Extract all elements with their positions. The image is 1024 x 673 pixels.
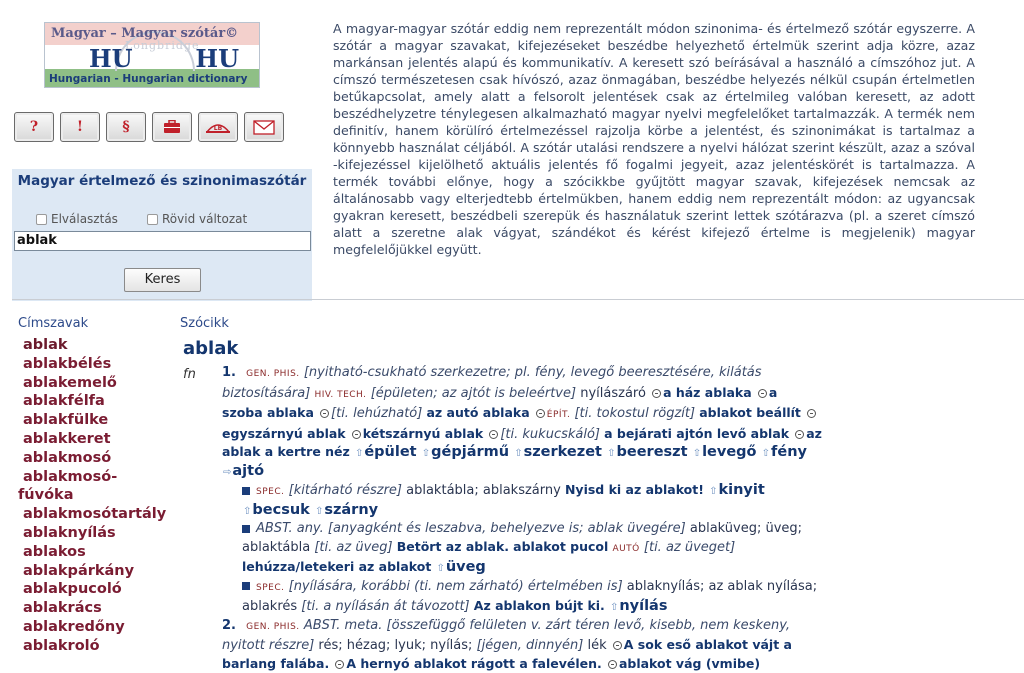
help-button[interactable]	[14, 112, 54, 142]
example: az autó ablaka	[426, 405, 529, 420]
cross-reference-link[interactable]: kinyit	[718, 482, 764, 498]
synonym: lék	[587, 638, 606, 653]
definition: [kitárható részre]	[289, 483, 402, 498]
logo-hu-right: HU	[195, 44, 239, 73]
headword-item[interactable]: ablakbélés	[18, 355, 186, 374]
dictionary-description: A magyar-magyar szótár eddig nem reprezentált módon szinonima- és értelmező szótár egyszerre. A szótár a magyar szavakat, kifejezéseket beszédbe helyezhető értelmük szerint adja közre, azaz markánsan jelentés alapú és kommunikatív. A keresett szó beírásával a használó a címszóhoz jut. A címszó természetesen csak hívószó, azaz önmagában, beszédbe helyezés nélkül csupán értelmetlen betűkapcsolat, amely alatt a felsorolt jelentések csak az értelmileg valóban keresett, az adott beszédhelyzetre ténylegesen alkalmazható magyar nyelvi megfelelőket tartalmazzák. A termék nem definitív, hanem körülíró értelmezéssel rajzolja körbe a jelentést, és szinonimákat is tartalmaz a könnyebb használat céljából. A szótár utalási rendszere a nyelvi hálózat szerint készült, azaz a szóval -kifejezéssel kijelölhető aktuális jelentés fő fogalmi jegyeit, azaz jelentéskörét is tartalmazza. A termék további előnye, hogy a szócikkbe gyűjtött magyar szavak, kifejezések nemcsak az általánosabb vagy elterjedtebb értelmükben, hanem eddig nem reprezentált módon: az ugyancsak gyakran keresett, beszédbeli szerepük és használatuk szerint lettek szótárazva (pl. a szeret címszó alatt a szeretne alak vágyat, szándékot és kérést kifejező értelme is megjelenik) magyar megfelelőjükkel együtt.	[333, 20, 975, 258]
sense-number: 2.	[222, 618, 236, 633]
short-version-label: Rövid változat	[162, 212, 247, 226]
cross-reference-link[interactable]: nyílás	[619, 598, 667, 614]
example-icon	[807, 409, 816, 418]
headwords-heading: Címszavak	[18, 316, 88, 331]
option-short-version[interactable]	[147, 212, 247, 226]
headword-item[interactable]: ablakkeret	[18, 430, 186, 449]
example: lehúzza/letekeri az ablakot	[242, 559, 431, 574]
logo-subtitle: Hungarian - Hungarian dictionary	[49, 73, 247, 85]
arrow-up-icon: ⇧	[355, 448, 363, 459]
cross-reference-link[interactable]: levegő	[702, 444, 756, 460]
briefcase-icon	[163, 120, 181, 134]
register-tag: SPEC.	[256, 487, 284, 497]
search-input[interactable]: ablak	[14, 231, 311, 251]
entry-heading: Szócikk	[180, 316, 229, 331]
publisher-button[interactable]	[198, 112, 238, 142]
register-tag: AUTÓ	[612, 544, 639, 554]
headword-list	[18, 336, 186, 656]
headword-item[interactable]: ablak	[18, 336, 186, 355]
cross-reference-link[interactable]: becsuk	[252, 502, 309, 518]
example: a szoba ablaka	[222, 385, 777, 421]
headword-item[interactable]: ablakmosótartály	[18, 505, 186, 524]
arrow-up-icon: ⇧	[243, 506, 251, 517]
arrow-up-icon: ⇧	[514, 448, 522, 459]
headword-item[interactable]: ablakpárkány	[18, 562, 186, 581]
hyphenation-label: Elválasztás	[51, 212, 118, 226]
logo-watermark: Longbridge	[125, 39, 199, 52]
definition: [összefüggő felületen v. zárt téren levő, kisebb, nem keskeny, nyitott részre]	[222, 618, 790, 654]
register-tag: ABST. meta.	[304, 618, 383, 633]
headword-item-continuation[interactable]: fúvóka	[18, 486, 186, 505]
sense-2	[222, 617, 822, 673]
mail-button[interactable]	[244, 112, 284, 142]
bullet-square-icon	[242, 487, 250, 495]
entry-headword: ablak	[183, 338, 238, 359]
search-panel	[12, 169, 312, 301]
arrow-up-icon: ⇧	[436, 563, 444, 574]
synonym: nyílászáró	[580, 386, 646, 401]
example-icon	[320, 409, 329, 418]
legal-button[interactable]	[106, 112, 146, 142]
headword-item[interactable]: ablakroló	[18, 637, 186, 656]
briefcase-button[interactable]	[152, 112, 192, 142]
headword-item[interactable]: ablakos	[18, 543, 186, 562]
site-logo[interactable]	[44, 22, 260, 88]
cross-reference-link[interactable]: fény	[771, 444, 807, 460]
svg-text:LB: LB	[214, 125, 223, 132]
example-icon	[489, 430, 498, 439]
example-icon	[352, 430, 361, 439]
arrow-right-icon: ⇨	[223, 467, 231, 478]
cross-reference-link[interactable]: beereszt	[617, 444, 688, 460]
arrow-up-icon: ⇧	[762, 448, 770, 459]
example: Nyisd ki az ablakot!	[565, 482, 704, 497]
search-panel-title: Magyar értelmező és szinonimaszótár	[12, 172, 312, 190]
short-version-checkbox[interactable]	[147, 214, 158, 225]
arrow-up-icon: ⇧	[709, 486, 717, 497]
headword-item[interactable]: ablakmosó-	[18, 468, 186, 487]
entry-body	[222, 364, 822, 673]
cross-reference-link[interactable]: szerkezet	[524, 444, 602, 460]
headword-item[interactable]: ablakrács	[18, 599, 186, 618]
register-tag: GEN. PHIS.	[246, 369, 300, 379]
definition: [nyílására, korábbi (ti. nem zárható) értelmében is]	[289, 579, 623, 594]
cross-reference-link[interactable]: üveg	[446, 559, 486, 575]
arrow-up-icon: ⇧	[422, 448, 430, 459]
sense-number: 1.	[222, 365, 236, 380]
synonym: ablaküveg; üveg; ablaktábla	[242, 521, 802, 555]
example-icon	[795, 430, 804, 439]
example: ablakot beállít	[699, 405, 801, 420]
subsense-3	[222, 578, 822, 617]
definition: [ti. lehúzható]	[331, 406, 422, 421]
headword-item[interactable]: ablakemelő	[18, 374, 186, 393]
divider	[12, 299, 1024, 300]
arrow-up-icon: ⇧	[693, 448, 701, 459]
bullet-square-icon	[242, 582, 250, 590]
mail-icon	[253, 120, 275, 135]
definition: [ti. az üveget]	[644, 540, 735, 555]
register-tag: SPEC.	[256, 583, 284, 593]
definition: [nyitható-csukható szerkezetre; pl. fény, levegő beeresztésére, kilátás biztosítására]	[222, 365, 762, 401]
example: Az ablakon bújt ki.	[474, 598, 605, 613]
logo-hu-left: HU	[89, 44, 133, 73]
definition: [épületen; az ajtót is beleértve]	[371, 386, 576, 401]
example: a ház ablaka	[663, 385, 752, 400]
example-icon	[335, 660, 344, 669]
example: ablakot pucol	[513, 539, 608, 554]
headword-item[interactable]: ablakfélfa	[18, 392, 186, 411]
definition: [ti. az üveg]	[314, 540, 392, 555]
example-icon	[608, 660, 617, 669]
publisher-logo-icon	[205, 120, 231, 134]
register-tag: HIV. TECH.	[314, 390, 366, 400]
cross-reference-link[interactable]: szárny	[324, 502, 378, 518]
search-button[interactable]: Keres	[124, 268, 201, 292]
logo-hu-hu	[89, 44, 239, 73]
synonym: rés; hézag; lyuk; nyílás;	[318, 638, 472, 653]
subsense-1	[222, 481, 822, 520]
cross-reference-link[interactable]: ajtó	[232, 463, 264, 479]
register-tag: GEN. PHIS.	[246, 622, 300, 632]
logo-title: Magyar – Magyar szótár©	[51, 26, 238, 41]
headword-item[interactable]: ablakpucoló	[18, 580, 186, 599]
headword-item[interactable]: ablakfülke	[18, 411, 186, 430]
headword-item[interactable]: ablaknyílás	[18, 524, 186, 543]
definition: [jégen, dinnyén]	[477, 638, 584, 653]
example-icon	[758, 389, 767, 398]
headword-item[interactable]: ablakredőny	[18, 618, 186, 637]
option-hyphenation[interactable]	[36, 212, 118, 226]
synonym: ablaknyílás; az ablak nyílása; ablakrés	[242, 579, 817, 615]
example-icon	[652, 389, 661, 398]
notice-button[interactable]	[60, 112, 100, 142]
example-icon	[536, 409, 545, 418]
sense-1	[222, 364, 822, 481]
example-icon	[613, 641, 622, 650]
cross-reference-link[interactable]: épület	[364, 444, 416, 460]
example: az ablak a kertre néz	[222, 426, 822, 460]
arrow-up-icon: ⇧	[315, 506, 323, 517]
legal-icon: §	[122, 119, 129, 135]
bullet-square-icon	[242, 525, 250, 533]
toolbar	[14, 112, 284, 142]
example: egyszárnyú ablak	[222, 426, 346, 441]
definition: [ti. a nyílásán át távozott]	[301, 599, 469, 614]
arrow-up-icon: ⇧	[607, 448, 615, 459]
definition: [ti. kukucskáló]	[500, 427, 600, 442]
example: kétszárnyú ablak	[363, 426, 483, 441]
definition: [anyagként és leszabva, behelyezve is; ablak üvegére]	[328, 521, 686, 536]
definition: [ti. tokostul rögzít]	[574, 406, 695, 421]
arrow-up-icon: ⇧	[610, 602, 618, 613]
subsense-2	[222, 520, 822, 578]
headword-item[interactable]: ablakmosó	[18, 449, 186, 468]
hyphenation-checkbox[interactable]	[36, 214, 47, 225]
synonym: ablaktábla; ablakszárny	[406, 483, 561, 498]
help-icon: ?	[30, 119, 38, 135]
notice-icon: !	[77, 119, 83, 135]
example: ablakot vág (vmibe)	[619, 656, 760, 671]
example: a bejárati ajtón levő ablak	[604, 426, 789, 441]
register-tag: ABST. any.	[256, 521, 324, 536]
example: A hernyó ablakot rágott a falevélen.	[346, 656, 601, 671]
example: A sok eső ablakot vájt a barlang falába.	[222, 637, 792, 671]
part-of-speech: fn	[183, 367, 196, 382]
register-tag: ÉPÍT.	[547, 410, 571, 420]
cross-reference-link[interactable]: gépjármű	[431, 444, 509, 460]
example: Betört az ablak.	[397, 539, 509, 554]
